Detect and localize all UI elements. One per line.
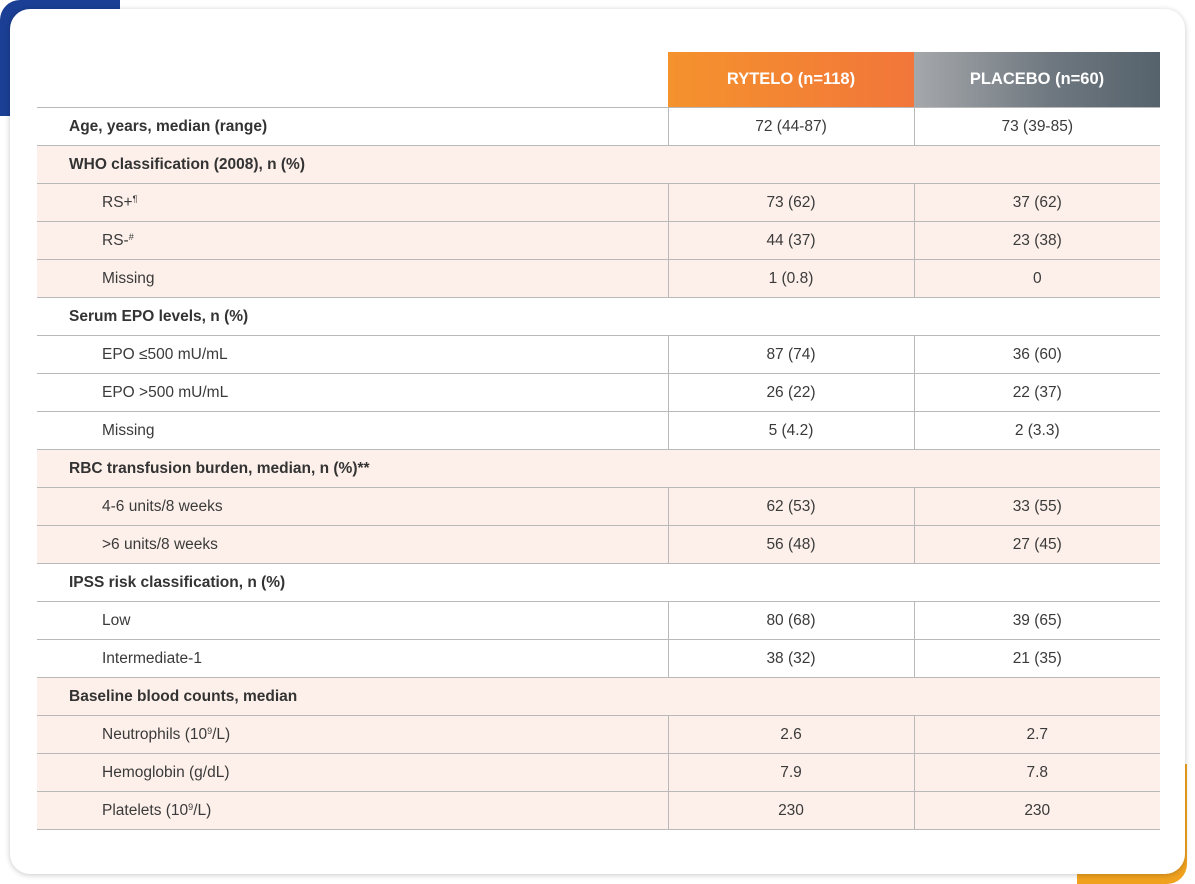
table-row bbox=[37, 792, 1160, 830]
row-label: 4-6 units/8 weeks bbox=[37, 488, 668, 526]
row-label: Hemoglobin (g/dL) bbox=[37, 754, 668, 792]
table-card bbox=[10, 9, 1185, 874]
table-row bbox=[37, 526, 1160, 564]
placebo-value: 2.7 bbox=[914, 716, 1160, 754]
placebo-value: 7.8 bbox=[914, 754, 1160, 792]
row-label bbox=[37, 792, 668, 830]
section-label: WHO classification (2008), n (%) bbox=[37, 146, 1160, 184]
rytelo-value: 44 (37) bbox=[668, 222, 914, 260]
table-row bbox=[37, 222, 1160, 260]
baseline-characteristics-table bbox=[37, 52, 1160, 830]
placebo-value: 21 (35) bbox=[914, 640, 1160, 678]
section-label: RBC transfusion burden, median, n (%)** bbox=[37, 450, 1160, 488]
row-label-unit: /L) bbox=[193, 801, 212, 819]
placebo-value: 22 (37) bbox=[914, 374, 1160, 412]
table-header-row bbox=[37, 52, 1160, 108]
table-row bbox=[37, 336, 1160, 374]
section-label: Serum EPO levels, n (%) bbox=[37, 298, 1160, 336]
rytelo-value: 5 (4.2) bbox=[668, 412, 914, 450]
table-row bbox=[37, 716, 1160, 754]
rytelo-column-header: RYTELO (n=118) bbox=[668, 52, 914, 108]
placebo-value: 36 (60) bbox=[914, 336, 1160, 374]
section-row bbox=[37, 450, 1160, 488]
rytelo-value: 38 (32) bbox=[668, 640, 914, 678]
rytelo-value: 230 bbox=[668, 792, 914, 830]
placebo-value: 27 (45) bbox=[914, 526, 1160, 564]
row-label-text: RS+ bbox=[102, 193, 133, 211]
row-label-text: Platelets (10 bbox=[102, 801, 189, 819]
table-row bbox=[37, 184, 1160, 222]
section-row bbox=[37, 564, 1160, 602]
table-row bbox=[37, 602, 1160, 640]
placebo-value: 0 bbox=[914, 260, 1160, 298]
rytelo-value: 62 (53) bbox=[668, 488, 914, 526]
rytelo-value: 26 (22) bbox=[668, 374, 914, 412]
row-label: Missing bbox=[37, 260, 668, 298]
row-label bbox=[37, 184, 668, 222]
rytelo-value: 73 (62) bbox=[668, 184, 914, 222]
rytelo-value: 80 (68) bbox=[668, 602, 914, 640]
placebo-value: 23 (38) bbox=[914, 222, 1160, 260]
section-row bbox=[37, 298, 1160, 336]
rytelo-value: 1 (0.8) bbox=[668, 260, 914, 298]
row-label bbox=[37, 716, 668, 754]
table-row bbox=[37, 260, 1160, 298]
row-label: Missing bbox=[37, 412, 668, 450]
row-label: EPO >500 mU/mL bbox=[37, 374, 668, 412]
row-label-text: RS- bbox=[102, 231, 129, 249]
section-row bbox=[37, 678, 1160, 716]
table-row bbox=[37, 640, 1160, 678]
exponent: 9 bbox=[207, 725, 213, 736]
table-row bbox=[37, 374, 1160, 412]
table-row bbox=[37, 108, 1160, 146]
row-label: EPO ≤500 mU/mL bbox=[37, 336, 668, 374]
row-label: >6 units/8 weeks bbox=[37, 526, 668, 564]
row-label: Intermediate-1 bbox=[37, 640, 668, 678]
table-row bbox=[37, 412, 1160, 450]
placebo-value: 2 (3.3) bbox=[914, 412, 1160, 450]
placebo-column-header: PLACEBO (n=60) bbox=[914, 52, 1160, 108]
rytelo-value: 2.6 bbox=[668, 716, 914, 754]
footnote-mark: ¶ bbox=[132, 193, 138, 204]
exponent: 9 bbox=[188, 801, 194, 812]
header-empty-cell bbox=[37, 52, 668, 108]
row-label: Low bbox=[37, 602, 668, 640]
row-label-text: Neutrophils (10 bbox=[102, 725, 208, 743]
placebo-value: 37 (62) bbox=[914, 184, 1160, 222]
placebo-value: 73 (39-85) bbox=[914, 108, 1160, 146]
placebo-value: 33 (55) bbox=[914, 488, 1160, 526]
rytelo-value: 7.9 bbox=[668, 754, 914, 792]
rytelo-value: 72 (44-87) bbox=[668, 108, 914, 146]
table-row bbox=[37, 754, 1160, 792]
row-label: Age, years, median (range) bbox=[37, 108, 668, 146]
section-label: IPSS risk classification, n (%) bbox=[37, 564, 1160, 602]
section-row bbox=[37, 146, 1160, 184]
table-row bbox=[37, 488, 1160, 526]
placebo-value: 230 bbox=[914, 792, 1160, 830]
section-label: Baseline blood counts, median bbox=[37, 678, 1160, 716]
footnote-mark: # bbox=[128, 231, 134, 242]
row-label-unit: /L) bbox=[212, 725, 231, 743]
placebo-value: 39 (65) bbox=[914, 602, 1160, 640]
rytelo-value: 56 (48) bbox=[668, 526, 914, 564]
row-label bbox=[37, 222, 668, 260]
rytelo-value: 87 (74) bbox=[668, 336, 914, 374]
